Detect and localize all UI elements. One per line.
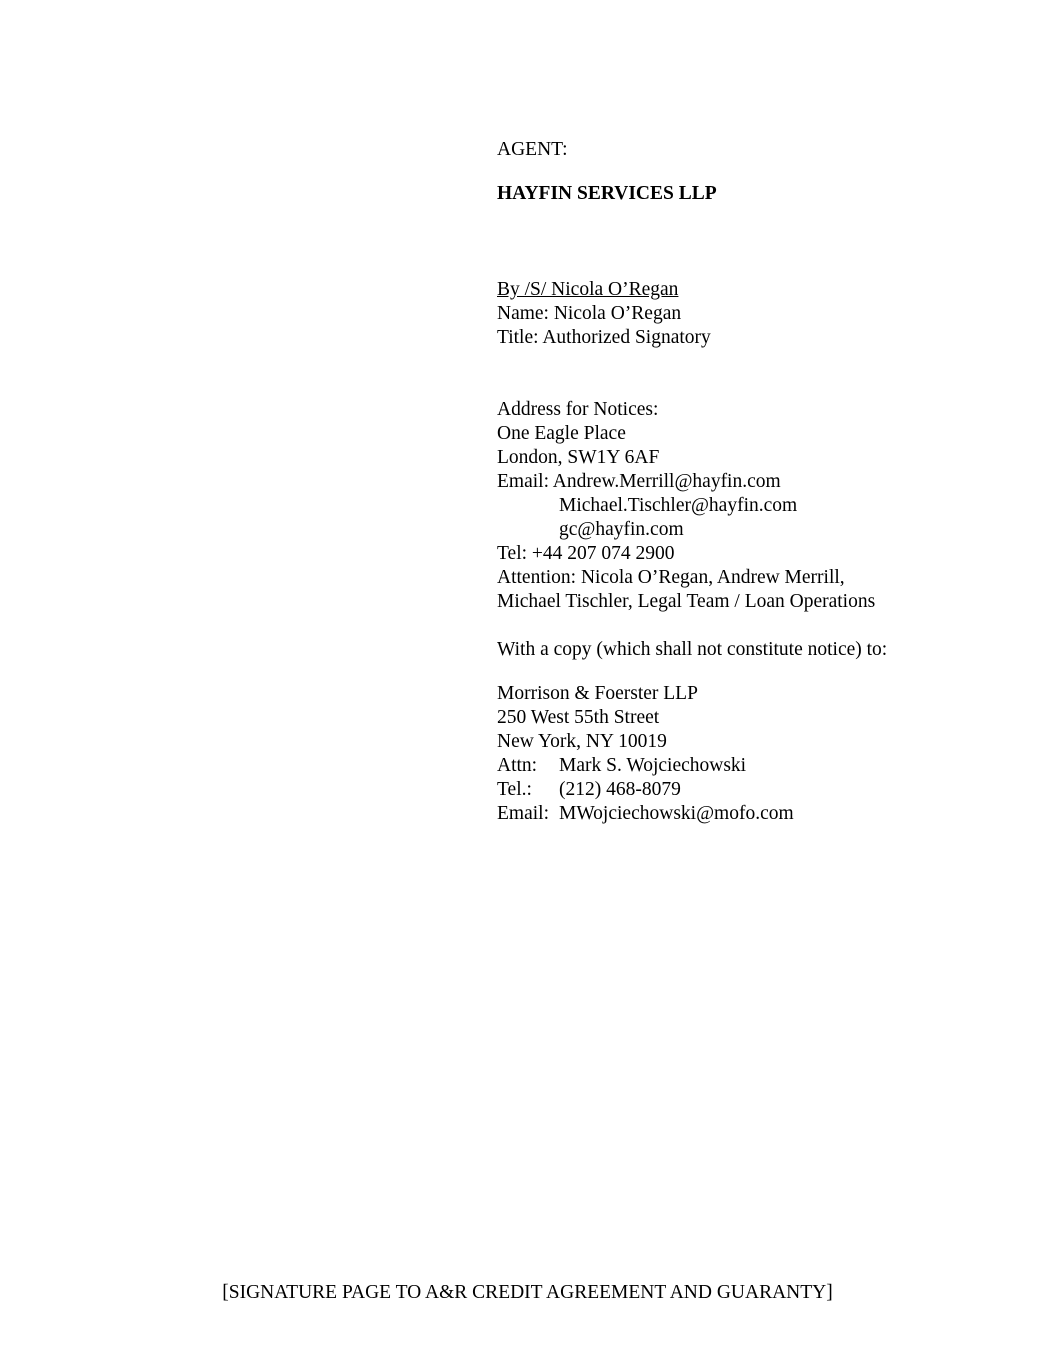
counsel-email-row — [497, 802, 1037, 826]
address-line-2: London, SW1Y 6AF — [497, 447, 660, 468]
email-address: Andrew.Merrill@hayfin.com — [552, 471, 781, 492]
email-address: Michael.Tischler@hayfin.com — [559, 495, 798, 516]
tel-value: (212) 468-8079 — [559, 779, 681, 800]
counsel-email-value: MWojciechowski@mofo.com — [559, 803, 794, 824]
counsel-email-label: Email: — [497, 803, 549, 824]
tel-label: Tel.: — [497, 779, 532, 800]
email-label: Email: — [497, 471, 553, 492]
page-footer: [SIGNATURE PAGE TO A&R CREDIT AGREEMENT AND GUARANTY] — [222, 1282, 833, 1303]
email-address: gc@hayfin.com — [559, 519, 684, 540]
attention-line-1: Attention: Nicola O’Regan, Andrew Merrill, — [497, 567, 845, 588]
agent-label: AGENT: — [497, 139, 568, 160]
signature-by-line: By /S/ Nicola O’Regan — [497, 279, 679, 300]
telephone-line: Tel: +44 207 074 2900 — [497, 543, 675, 564]
signature-block — [497, 138, 1037, 826]
counsel-tel-row — [497, 778, 1037, 802]
counsel-street: 250 West 55th Street — [497, 707, 660, 728]
email-line-1 — [497, 470, 1037, 494]
attn-value: Mark S. Wojciechowski — [559, 755, 747, 776]
counsel-attn-row — [497, 754, 1037, 778]
attention-line-2: Michael Tischler, Legal Team / Loan Operations — [497, 591, 876, 612]
signatory-title: Title: Authorized Signatory — [497, 327, 711, 348]
signatory-name: Name: Nicola O’Regan — [497, 303, 682, 324]
attn-label: Attn: — [497, 755, 538, 776]
copy-note: With a copy (which shall not constitute notice) to: — [497, 639, 888, 660]
notices-heading: Address for Notices: — [497, 399, 659, 420]
counsel-city: New York, NY 10019 — [497, 731, 667, 752]
company-name: HAYFIN SERVICES LLP — [497, 183, 717, 204]
counsel-firm: Morrison & Foerster LLP — [497, 683, 698, 704]
address-line-1: One Eagle Place — [497, 423, 626, 444]
